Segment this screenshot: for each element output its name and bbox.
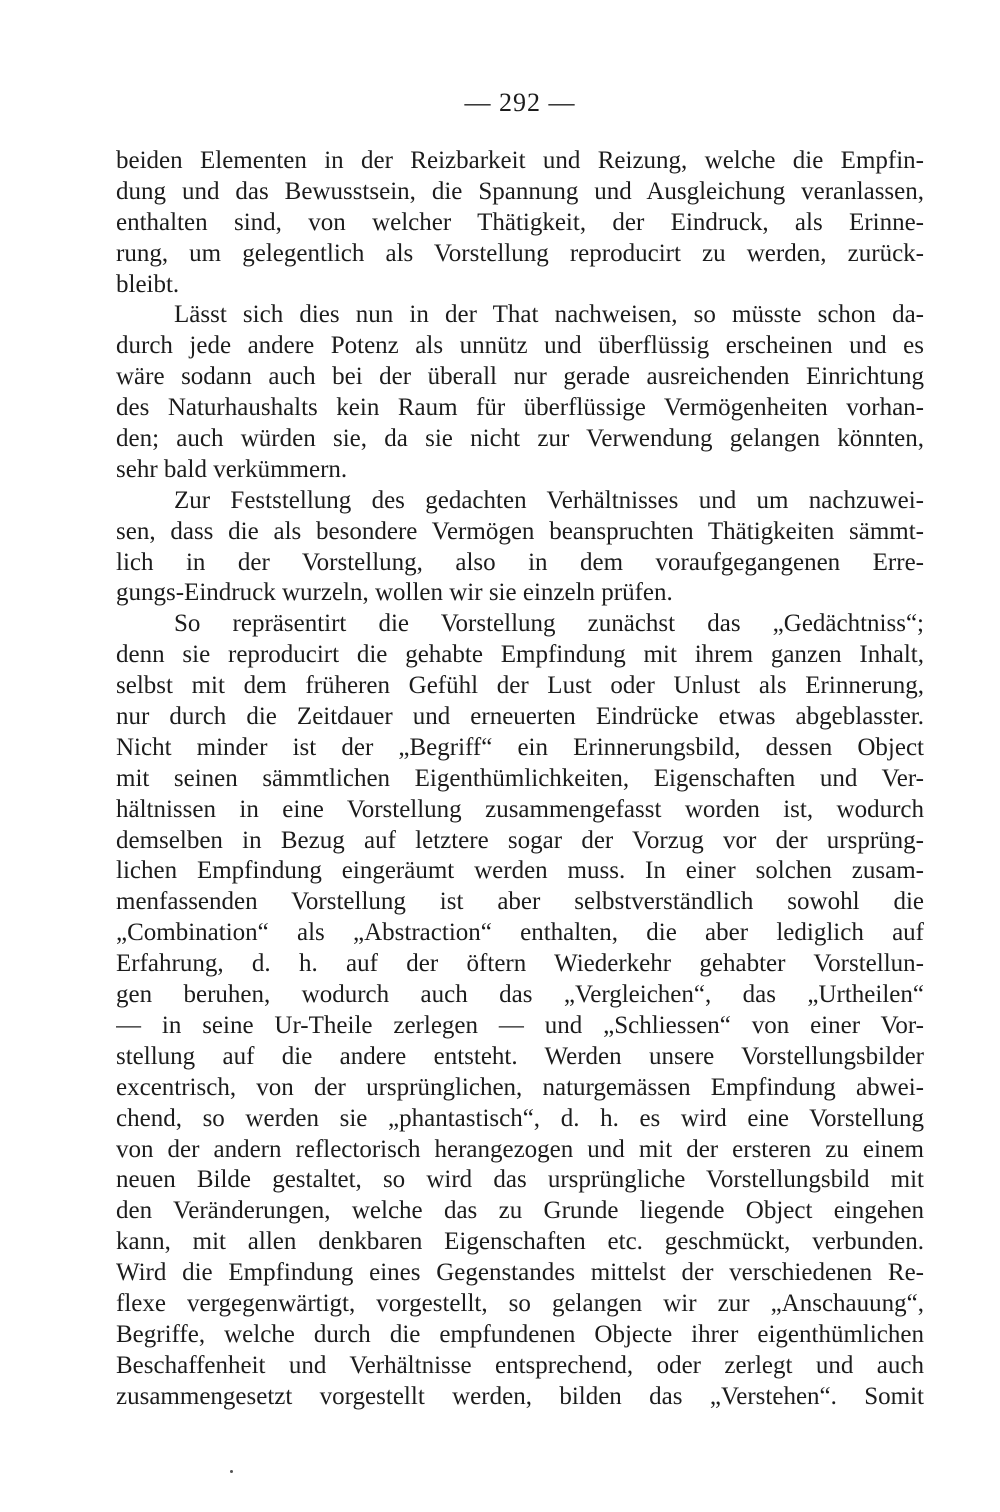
text-line: mit seinen sämmtlichen Eigenthümlichkeiten, Eigenschaften und Ver- (116, 764, 924, 792)
text-line: sen, dass die als besondere Vermögen beanspruchten Thätigkeiten sämmt- (116, 517, 924, 545)
text-line: lich in der Vorstellung, also in dem voraufgegangenen Erre- (116, 548, 924, 576)
text-line: Beschaffenheit und Verhältnisse entsprechend, oder zerlegt und auch (116, 1351, 924, 1379)
text-line: hältnissen in eine Vorstellung zusammengefasst worden ist, wodurch (116, 795, 924, 823)
text-line: „Combination“ als „Abstraction“ enthalten, die aber lediglich auf (116, 919, 924, 947)
text-line: rung, um gelegentlich als Vorstellung reproducirt zu werden, zurück- (116, 239, 924, 267)
page-number: — 292 — (464, 88, 576, 117)
text-line: denn sie reproducirt die gehabte Empfindung mit ihrem ganzen Inhalt, (116, 641, 924, 669)
text-line: Wird die Empfindung eines Gegenstandes mittelst der verschiedenen Re- (116, 1259, 924, 1287)
text-line: neuen Bilde gestaltet, so wird das ursprüngliche Vorstellungsbild mit (116, 1166, 924, 1194)
text-line: gen beruhen, wodurch auch das „Vergleichen“, das „Urtheilen“ (116, 981, 924, 1009)
text-line: — in seine Ur-Theile zerlegen — und „Schliessen“ von einer Vor- (116, 1011, 924, 1039)
text-line: von der andern reflectorisch herangezogen und mit der ersteren zu einem (116, 1135, 924, 1163)
text-line: wäre sodann auch bei der überall nur gerade ausreichenden Einrichtung (116, 363, 924, 391)
text-line: dung und das Bewusstsein, die Spannung und Ausgleichung veranlassen, (116, 177, 924, 205)
text-line: gungs-Eindruck wurzeln, wollen wir sie einzeln prüfen. (116, 579, 673, 607)
text-line: den Veränderungen, welche das zu Grunde liegende Object eingehen (116, 1197, 924, 1225)
text-line: sehr bald verkümmern. (116, 455, 348, 483)
text-line: Erfahrung, d. h. auf der öftern Wiederkehr gehabter Vorstellun- (116, 950, 924, 978)
text-line: zusammengesetzt vorgestellt werden, bilden das „Verstehen“. Somit (116, 1382, 924, 1410)
text-line: lichen Empfindung eingeräumt werden muss. In einer solchen zusam- (116, 857, 924, 885)
text-line: Begriffe, welche durch die empfundenen Objecte ihrer eigenthümlichen (116, 1320, 924, 1348)
text-line: Lässt sich dies nun in der That nachweisen, so müsste schon da- (174, 301, 924, 329)
text-line: enthalten sind, von welcher Thätigkeit, der Eindruck, als Erinne- (116, 208, 924, 236)
text-line: kann, mit allen denkbaren Eigenschaften etc. geschmückt, verbunden. (116, 1228, 924, 1256)
text-line: demselben in Bezug auf letztere sogar der Vorzug vor der ursprüng- (116, 826, 924, 854)
text-line: nur durch die Zeitdauer und erneuerten Eindrücke etwas abgeblasster. (116, 703, 924, 731)
paragraph-3 (116, 486, 924, 610)
text-line: excentrisch, von der ursprünglichen, naturgemässen Empfindung abwei- (116, 1073, 924, 1101)
text-line: des Naturhaushalts kein Raum für überflüssige Vermögenheiten vorhan- (116, 394, 924, 422)
text-line: chend, so werden sie „phantastisch“, d. h. es wird eine Vorstellung (116, 1104, 924, 1132)
text-line: den; auch würden sie, da sie nicht zur Verwendung gelangen könnten, (116, 425, 924, 453)
text-line: flexe vergegenwärtigt, vorgestellt, so gelangen wir zur „Anschauung“, (116, 1289, 924, 1317)
text-line: durch jede andere Potenz als unnütz und überflüssig erscheinen und es (116, 332, 924, 360)
print-speck (230, 1470, 233, 1473)
text-line: selbst mit dem früheren Gefühl der Lust oder Unlust als Erinnerung, (116, 672, 924, 700)
text-line: menfassenden Vorstellung ist aber selbstverständlich sowohl die (116, 888, 924, 916)
paragraph-2 (116, 300, 924, 485)
text-line: bleibt. (116, 270, 180, 298)
text-line: Zur Feststellung des gedachten Verhältnisses und um nachzuwei- (174, 486, 924, 514)
text-line: stellung auf die andere entsteht. Werden unsere Vorstellungsbilder (116, 1042, 924, 1070)
paragraph-4 (116, 609, 924, 1412)
text-line: So repräsentirt die Vorstellung zunächst das „Gedächtniss“; (174, 610, 924, 638)
body-text (116, 146, 924, 1413)
paragraph-1 (116, 146, 924, 300)
text-line: Nicht minder ist der „Begriff“ ein Erinnerungsbild, dessen Object (116, 733, 924, 761)
text-line: beiden Elementen in der Reizbarkeit und Reizung, welche die Empfin- (116, 147, 924, 174)
